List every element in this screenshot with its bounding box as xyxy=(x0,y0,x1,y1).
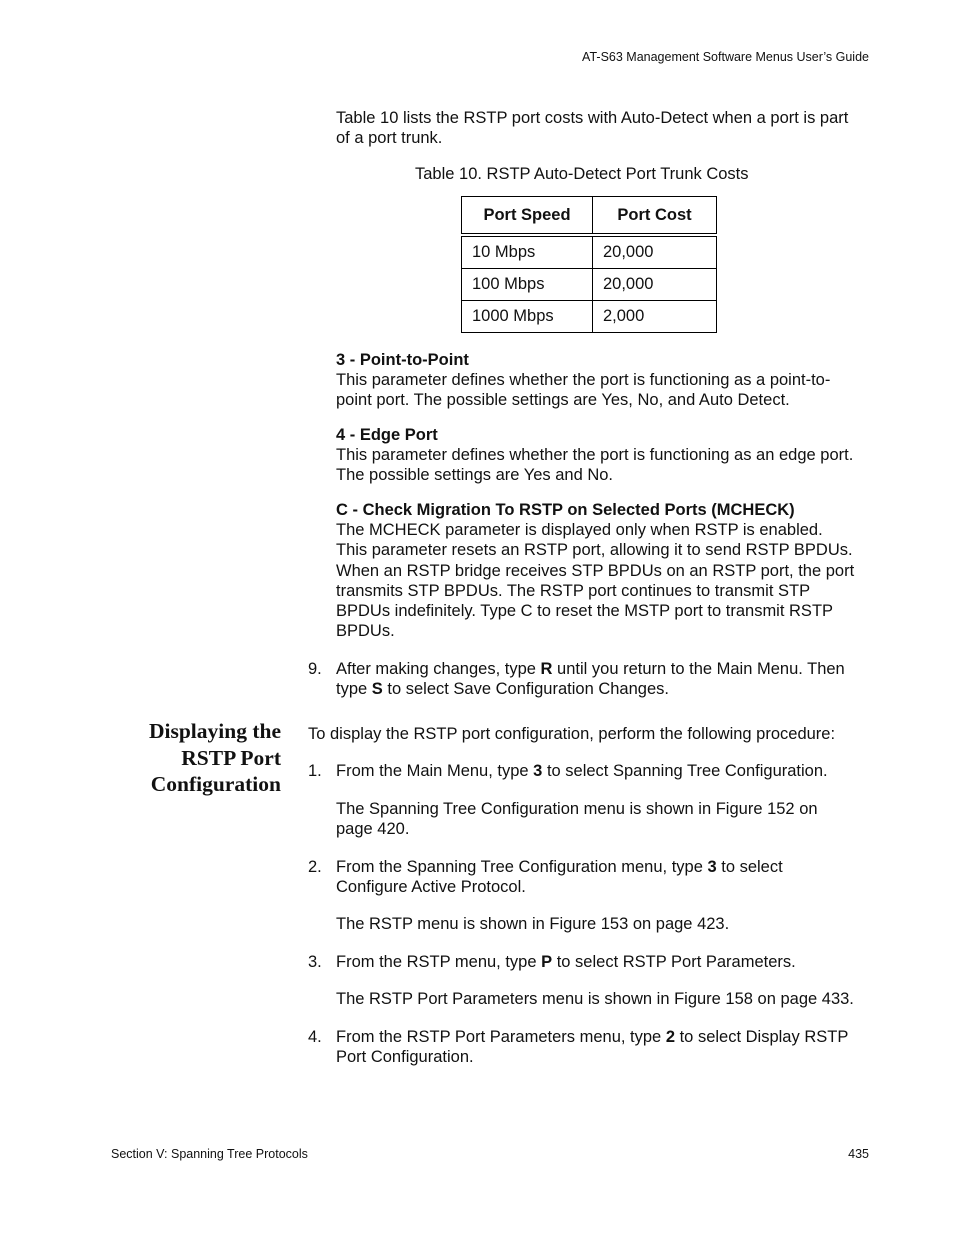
port-cost-table xyxy=(461,196,717,333)
step-text: to select xyxy=(716,858,783,876)
page-number: 435 xyxy=(848,1147,869,1161)
step-number: 2. xyxy=(308,858,322,876)
param-line: When an RSTP bridge receives STP BPDUs on an RSTP port, the port xyxy=(336,561,855,580)
step-text: From the RSTP menu, type xyxy=(336,953,542,971)
param-line: The possible settings are Yes and No. xyxy=(336,466,614,485)
param-title: 3 - Point-to-Point xyxy=(336,351,469,369)
param-line: This parameter defines whether the port is functioning as an edge port. xyxy=(336,446,854,465)
intro-line: Table 10 lists the RSTP port costs with Auto-Detect when a port is part xyxy=(336,109,849,127)
table-caption: Table 10. RSTP Auto-Detect Port Trunk Costs xyxy=(415,165,749,183)
step-text: From the Spanning Tree Configuration menu, type xyxy=(336,858,708,876)
param-mcheck xyxy=(336,500,854,641)
step-note xyxy=(336,799,818,839)
step-key: 3 xyxy=(533,762,543,780)
intro-paragraph xyxy=(336,108,848,148)
table-row xyxy=(462,269,717,301)
table-row xyxy=(462,235,717,269)
step-4 xyxy=(336,1027,848,1067)
param-line: The MCHECK parameter is displayed only when RSTP is enabled. xyxy=(336,521,823,540)
step-key: R xyxy=(540,660,553,678)
heading-line: RSTP Port xyxy=(181,745,281,770)
step-text: After making changes, type xyxy=(336,660,541,678)
step-key: S xyxy=(371,680,383,699)
table-cell: 20,000 xyxy=(593,269,717,301)
intro-line: of a port trunk. xyxy=(336,129,443,148)
table-row xyxy=(462,301,717,333)
step-number: 9. xyxy=(308,660,322,678)
step-text: to select Save Configuration Changes. xyxy=(382,680,669,699)
table-cell: 100 Mbps xyxy=(462,269,593,301)
heading-line: Displaying the xyxy=(148,719,281,743)
step-3 xyxy=(336,952,796,972)
param-title: 4 - Edge Port xyxy=(336,426,438,444)
section-intro: To display the RSTP port configuration, perform the following procedure: xyxy=(308,725,836,743)
param-line: transmits STP BPDUs. The RSTP port continues to transmit STP xyxy=(336,581,811,600)
step-text: From the RSTP Port Parameters menu, type xyxy=(336,1028,666,1046)
column-header: Port Cost xyxy=(593,197,717,236)
step-text: to select RSTP Port Parameters. xyxy=(552,953,796,971)
step-2 xyxy=(336,857,783,897)
step-number: 4. xyxy=(308,1028,322,1046)
step-key: 2 xyxy=(665,1028,676,1046)
footer-section: Section V: Spanning Tree Protocols xyxy=(111,1147,308,1161)
step-number: 3. xyxy=(308,953,322,971)
step-1 xyxy=(336,761,828,781)
step-text: From the Main Menu, type xyxy=(336,762,534,780)
step-note: The RSTP menu is shown in Figure 153 on page 423. xyxy=(336,915,730,933)
step-text: until you return to the Main Menu. Then xyxy=(552,660,845,678)
table-cell: 10 Mbps xyxy=(462,235,593,269)
step-text: to select Spanning Tree Configuration. xyxy=(542,762,828,780)
table-cell: 20,000 xyxy=(593,235,717,269)
step-text: Configure Active Protocol. xyxy=(336,878,526,897)
step-text: to select Display RSTP xyxy=(675,1028,849,1046)
section-heading xyxy=(100,718,281,798)
note-line: page 420. xyxy=(336,820,410,839)
param-line: This parameter defines whether the port is functioning as a point-to- xyxy=(336,371,831,390)
param-edge-port xyxy=(336,425,853,486)
step-number: 1. xyxy=(308,762,322,780)
step-key: P xyxy=(541,953,553,971)
param-title: C - Check Migration To RSTP on Selected Ports (MCHECK) xyxy=(336,501,795,519)
table-cell: 1000 Mbps xyxy=(462,301,593,333)
heading-line: Configuration xyxy=(150,772,281,796)
table-cell: 2,000 xyxy=(593,301,717,333)
column-header: Port Speed xyxy=(462,197,593,236)
note-line: The Spanning Tree Configuration menu is shown in Figure 152 on xyxy=(336,800,818,818)
param-line: BPDUs indefinitely. Type C to reset the MSTP port to transmit RSTP xyxy=(336,602,834,621)
table-header-row xyxy=(462,197,717,236)
param-line: BPDUs. xyxy=(336,622,395,641)
param-line: point port. The possible settings are Yes, No, and Auto Detect. xyxy=(336,391,790,410)
step-key: 3 xyxy=(707,858,717,876)
step-text: type xyxy=(336,680,372,699)
step-text: Port Configuration. xyxy=(336,1048,474,1067)
step-note: The RSTP Port Parameters menu is shown in Figure 158 on page 433. xyxy=(336,990,854,1008)
running-header: AT-S63 Management Software Menus User’s Guide xyxy=(582,50,869,64)
step-9 xyxy=(336,659,845,699)
param-point-to-point xyxy=(336,350,830,411)
param-line: This parameter resets an RSTP port, allowing it to send RSTP BPDUs. xyxy=(336,541,853,560)
